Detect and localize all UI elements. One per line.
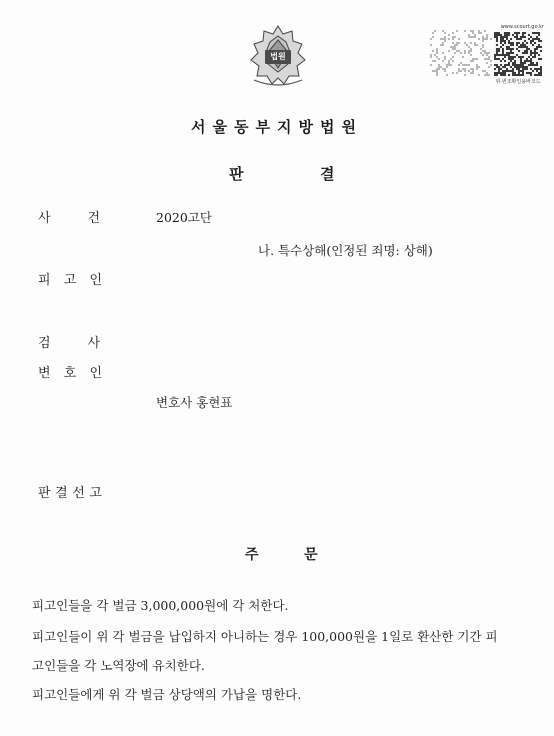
- case-number: 2020고단: [156, 210, 212, 225]
- qr-url: www.scourt.go.kr: [500, 24, 544, 30]
- qr-code-icon: [494, 32, 542, 76]
- charge-name: 나. 특수상해(인정된 죄명: 상해): [258, 243, 433, 258]
- doc-title-left: 판: [229, 165, 244, 183]
- order-title-left: 주: [245, 547, 259, 563]
- counsel-name: 변호사 홍현표: [156, 395, 233, 410]
- sentencing-date-label: 판 결 선 고: [38, 486, 102, 501]
- verification-pattern: [430, 30, 492, 76]
- qr-code: [494, 32, 542, 76]
- emblem-text: 법원: [270, 52, 286, 61]
- order-title-right: 문: [304, 547, 318, 563]
- order-line-3: 고인들을 각 노역장에 유치한다.: [32, 658, 205, 673]
- order-line-4: 피고인들에게 위 각 벌금 상당액의 가납을 명한다.: [32, 687, 302, 702]
- prosecutor-label: 검 사: [38, 336, 100, 351]
- order-line-1: 피고인들을 각 벌금 3,000,000원에 각 처한다.: [32, 598, 289, 613]
- counsel-label: 변 호 인: [38, 366, 102, 381]
- qr-caption: 위·변조확인용바코드: [495, 79, 541, 85]
- court-emblem: [244, 22, 312, 90]
- doc-title-right: 결: [320, 165, 335, 183]
- case-label: 사 건: [38, 211, 100, 226]
- order-line-2: 피고인들이 위 각 벌금을 납입하지 아니하는 경우 100,000원을 1일로 환산한 기간 피: [32, 629, 498, 644]
- pattern-icon: [430, 30, 492, 76]
- court-name: 서울동부지방법원: [191, 118, 363, 136]
- defendant-label: 피 고 인: [38, 273, 102, 288]
